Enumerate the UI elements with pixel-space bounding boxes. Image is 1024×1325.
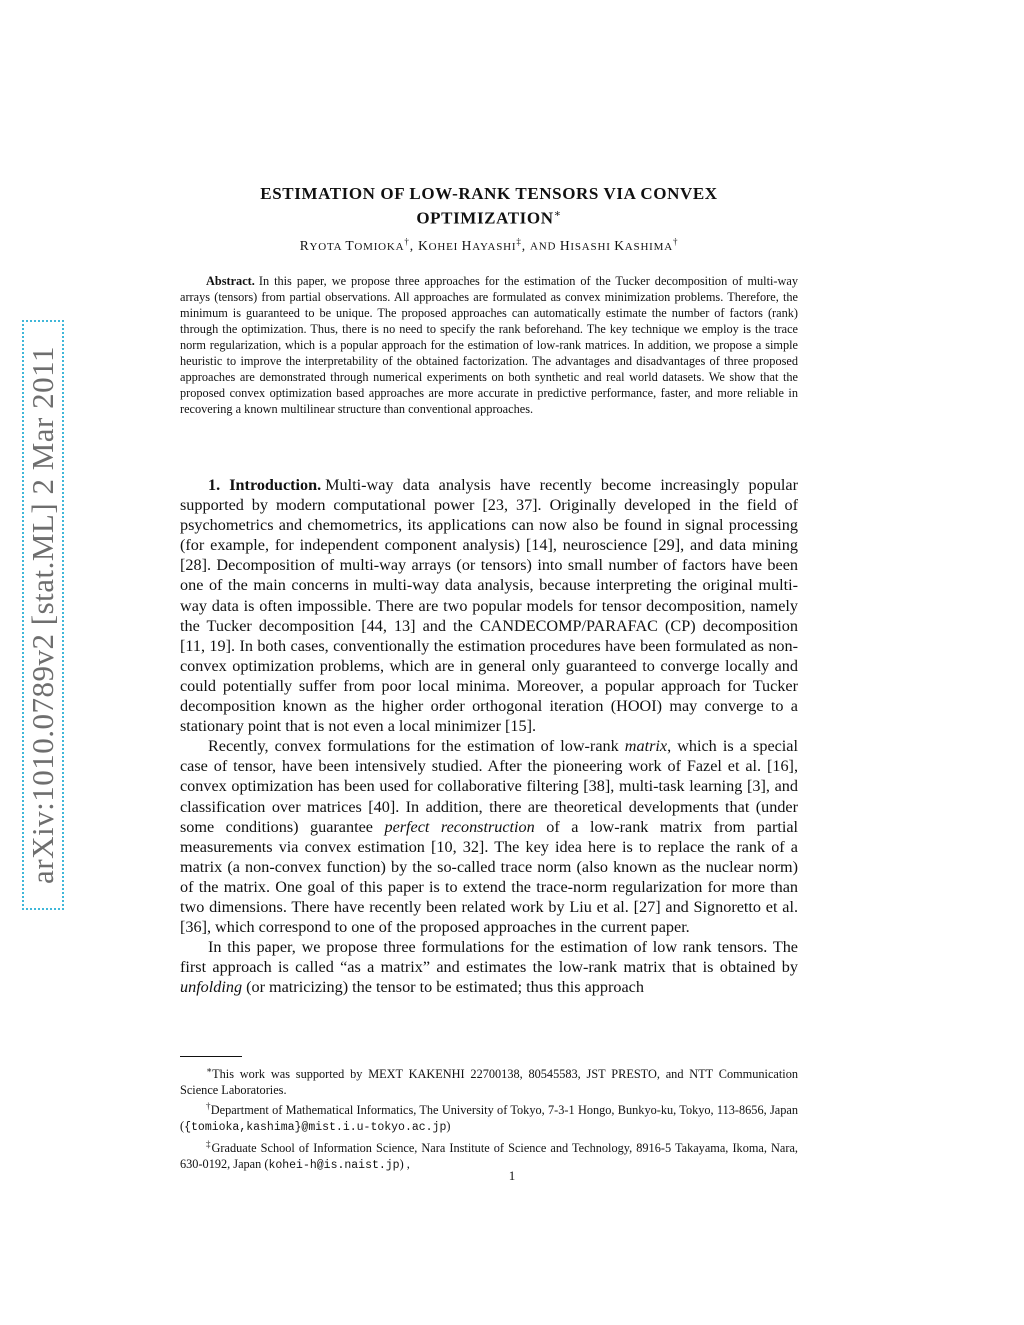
page-number: 1 [508,1168,516,1183]
arxiv-identifier: arXiv:1010.0789v2 [stat.ML] 2 Mar 2011 [25,346,60,884]
abstract [180,273,798,417]
paragraph-2: Recently, convex formulations for the estimation of low-rank matrix, which is a special case of tensor, have been intensively studied. After the pioneering work of Fazel et al. [16], convex optimization has been used for collaborative filtering [38], multi-task learning [3], and classification over matrices [40]. In addition, there are theoretical developments that (under some conditions) guarantee perfect reconstruction of a low-rank matrix from partial measurements via convex estimation [10, 32]. The key idea here is to replace the rank of a matrix (a non-convex function) by the so-called trace norm (also known as the nuclear norm) of the matrix. One goal of this paper is to extend the trace-norm regularization for more than two dimensions. There have recently been related work by Liu et al. [27] and Signoretto et al. [36], which correspond to one of the proposed approaches in the current paper. [180,737,799,937]
author-1: RYOTA TOMIOKA†, [299,236,419,253]
author-list [180,236,798,254]
footnote-2: †Department of Mathematical Informatics, The University of Tokyo, 7-3-1 Hongo, Bunkyo-ku, Tokyo, 113-8656, Japan ({tomioka,kashima}@mist.i.u-tokyo.ac.jp) [180,1101,798,1135]
title-line-2 [180,204,798,229]
title-line-1: ESTIMATION OF LOW-RANK TENSORS VIA CONVEX [260,184,718,203]
section-heading: 1. Introduction. [208,476,322,494]
email-naist: kohei-h@is.naist.jp [268,1159,400,1173]
arxiv-sidebar-stamp [22,320,64,910]
author-2: KOHEI HAYASHI‡, [418,236,531,253]
footnote-3: ‡Graduate School of Information Science, Nara Institute of Science and Technology, 8916-5 Takayama, Ikoma, Nara, 630-0192, Japan (kohei-h@is.naist.jp) , [180,1139,798,1173]
paragraph-1: 1. Introduction. Multi-way data analysis have recently become increasingly popular supported by modern computational power [23, 37]. Originally developed in the field of psychometrics and chemometrics, its applications can now also be found in signal processing (for example, for independent component analysis) [14], neuroscience [29], and data mining [28]. Decomposition of multi-way arrays (or tensors) into small number of factors have been one of the main concerns in multi-way data analysis, because interpreting the original multi-way data is often impossible. There are two popular models for tensor decomposition, namely the Tucker decomposition [44, 13] and the CANDECOMP/PARAFAC (CP) decomposition [11, 19]. In both cases, conventionally the estimation procedures have been formulated as non-convex optimization problems, which are in general only guaranteed to converge locally and could potentially suffer from poor local minima. Moreover, a popular approach for Tucker decomposition known as the higher order orthogonal iteration (HOOI) may converge to a stationary point that is not even a local minimizer [15]. [180,476,798,736]
footnote-1: ∗This work was supported by MEXT KAKENHI 22700138, 80545583, JST PRESTO, and NTT Communication Science Laboratories. [180,1065,798,1098]
paper-title [180,184,798,229]
abstract-label: Abstract. [206,274,255,288]
author-3: HISASHI KASHIMA† [559,236,679,253]
footnote-rule [180,1056,242,1057]
author-conjunction: AND [530,240,560,253]
email-tokyo: {tomioka,kashima}@mist.i.u-tokyo.ac.jp [184,1121,447,1135]
main-text [180,475,798,997]
abstract-text: In this paper, we propose three approaches for the estimation of the Tucker decomposition of multi-way arrays (tensors) from partial observations. All approaches are formulated as convex minimization problems. Therefore, the minimum is guaranteed to be unique. The proposed approaches can automatically estimate the number of factors (rank) through the optimization. Thus, there is no need to specify the rank beforehand. The key technique we employ is the trace norm regularization, which is a popular approach for the estimation of low-rank matrices. In addition, we propose a simple heuristic to improve the interpretability of the obtained factorization. The advantages and disadvantages of three proposed approaches are demonstrated through numerical experiments on both synthetic and real world datasets. We show that the proposed convex optimization based approaches are more accurate in predictive performance, faster, and more reliable in recovering a known multilinear structure than conventional approaches. [180,274,798,416]
paragraph-3: In this paper, we propose three formulations for the estimation of low rank tensors. The first approach is called “as a matrix” and estimates the low-rank matrix that is obtained by unfolding (or matricizing) the tensor to be estimated; thus this approach [180,938,798,997]
title-line-2-text: OPTIMIZATION [416,208,554,228]
footnotes [180,1062,798,1174]
title-footnote-mark: ∗ [553,208,562,220]
